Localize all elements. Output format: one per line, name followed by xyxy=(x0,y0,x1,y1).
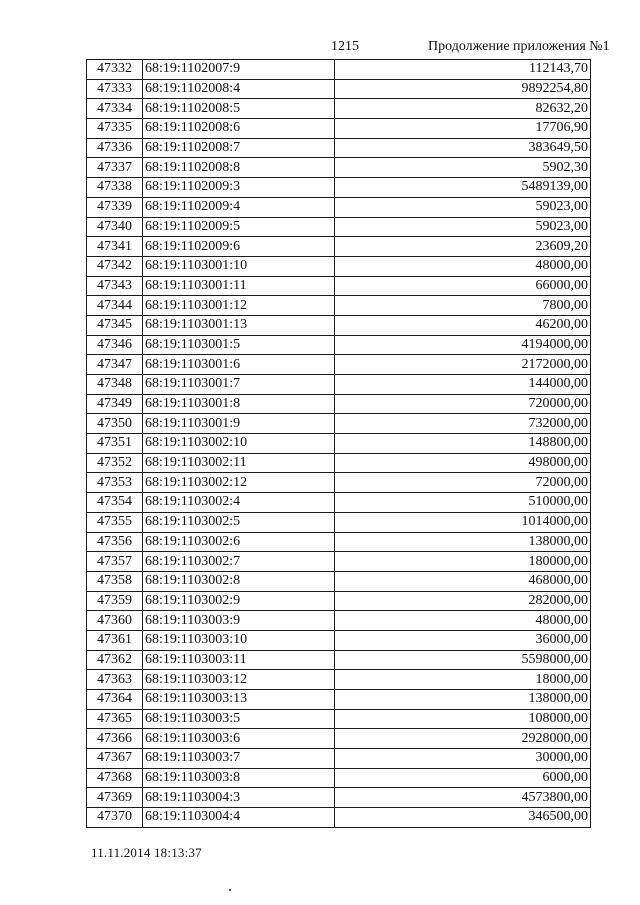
row-number-cell: 47370 xyxy=(87,808,143,828)
row-number-cell: 47358 xyxy=(87,571,143,591)
cadastral-value-cell: 498000,00 xyxy=(335,453,591,473)
table-row xyxy=(87,394,591,414)
row-number-cell: 47364 xyxy=(87,690,143,710)
cadastral-value-cell: 732000,00 xyxy=(335,414,591,434)
cadastral-number-cell: 68:19:1103001:6 xyxy=(143,355,335,375)
cadastral-value-cell: 138000,00 xyxy=(335,690,591,710)
cadastral-number-cell: 68:19:1103003:7 xyxy=(143,749,335,769)
cadastral-value-cell: 59023,00 xyxy=(335,197,591,217)
row-number-cell: 47361 xyxy=(87,630,143,650)
table-row xyxy=(87,749,591,769)
table-row xyxy=(87,473,591,493)
cadastral-value-cell: 144000,00 xyxy=(335,375,591,395)
cadastral-number-cell: 68:19:1102009:6 xyxy=(143,237,335,257)
continuation-title: Продолжение приложения №1 xyxy=(428,39,610,54)
table-row xyxy=(87,788,591,808)
row-number-cell: 47342 xyxy=(87,256,143,276)
table-row xyxy=(87,315,591,335)
row-number-cell: 47366 xyxy=(87,729,143,749)
table-row xyxy=(87,571,591,591)
table-row xyxy=(87,60,591,80)
cadastral-value-cell: 5598000,00 xyxy=(335,650,591,670)
cadastral-value-cell: 82632,20 xyxy=(335,99,591,119)
cadastral-number-cell: 68:19:1103001:13 xyxy=(143,315,335,335)
table-row xyxy=(87,335,591,355)
cadastral-value-cell: 46200,00 xyxy=(335,315,591,335)
cadastral-value-cell: 18000,00 xyxy=(335,670,591,690)
table-row xyxy=(87,512,591,532)
table-row xyxy=(87,630,591,650)
cadastral-number-cell: 68:19:1103003:11 xyxy=(143,650,335,670)
table-row xyxy=(87,355,591,375)
table-row xyxy=(87,670,591,690)
cadastral-value-cell: 282000,00 xyxy=(335,591,591,611)
row-number-cell: 47363 xyxy=(87,670,143,690)
cadastral-value-cell: 510000,00 xyxy=(335,493,591,513)
row-number-cell: 47360 xyxy=(87,611,143,631)
row-number-cell: 47368 xyxy=(87,768,143,788)
table-row xyxy=(87,808,591,828)
cadastral-value-cell: 48000,00 xyxy=(335,256,591,276)
row-number-cell: 47365 xyxy=(87,709,143,729)
cadastral-value-cell: 148800,00 xyxy=(335,434,591,454)
cadastral-value-cell: 72000,00 xyxy=(335,473,591,493)
cadastral-value-cell: 2172000,00 xyxy=(335,355,591,375)
cadastral-value-cell: 108000,00 xyxy=(335,709,591,729)
print-timestamp: 11.11.2014 18:13:37 xyxy=(91,845,202,860)
row-number-cell: 47343 xyxy=(87,276,143,296)
cadastral-number-cell: 68:19:1102008:4 xyxy=(143,79,335,99)
table-row xyxy=(87,650,591,670)
table-row xyxy=(87,434,591,454)
cadastral-value-cell: 36000,00 xyxy=(335,630,591,650)
cadastral-number-cell: 68:19:1103001:10 xyxy=(143,256,335,276)
cadastral-value-cell: 383649,50 xyxy=(335,138,591,158)
cadastral-value-table xyxy=(86,59,591,828)
cadastral-number-cell: 68:19:1103002:9 xyxy=(143,591,335,611)
cadastral-number-cell: 68:19:1103002:10 xyxy=(143,434,335,454)
table-row xyxy=(87,197,591,217)
table-row xyxy=(87,158,591,178)
cadastral-number-cell: 68:19:1103001:7 xyxy=(143,375,335,395)
cadastral-number-cell: 68:19:1103003:8 xyxy=(143,768,335,788)
row-number-cell: 47348 xyxy=(87,375,143,395)
cadastral-number-cell: 68:19:1103002:4 xyxy=(143,493,335,513)
row-number-cell: 47332 xyxy=(87,60,143,80)
table-body xyxy=(87,60,591,828)
table-row xyxy=(87,276,591,296)
row-number-cell: 47340 xyxy=(87,217,143,237)
cadastral-number-cell: 68:19:1103002:5 xyxy=(143,512,335,532)
row-number-cell: 47345 xyxy=(87,315,143,335)
table-row xyxy=(87,709,591,729)
row-number-cell: 47369 xyxy=(87,788,143,808)
cadastral-number-cell: 68:19:1102009:4 xyxy=(143,197,335,217)
cadastral-number-cell: 68:19:1102008:8 xyxy=(143,158,335,178)
table-row xyxy=(87,453,591,473)
row-number-cell: 47341 xyxy=(87,237,143,257)
row-number-cell: 47333 xyxy=(87,79,143,99)
row-number-cell: 47337 xyxy=(87,158,143,178)
cadastral-number-cell: 68:19:1103004:4 xyxy=(143,808,335,828)
cadastral-value-cell: 66000,00 xyxy=(335,276,591,296)
cadastral-number-cell: 68:19:1102009:3 xyxy=(143,178,335,198)
cadastral-number-cell: 68:19:1102009:5 xyxy=(143,217,335,237)
cadastral-number-cell: 68:19:1103001:11 xyxy=(143,276,335,296)
row-number-cell: 47335 xyxy=(87,119,143,139)
row-number-cell: 47336 xyxy=(87,138,143,158)
cadastral-value-cell: 4194000,00 xyxy=(335,335,591,355)
cadastral-value-cell: 468000,00 xyxy=(335,571,591,591)
row-number-cell: 47355 xyxy=(87,512,143,532)
row-number-cell: 47353 xyxy=(87,473,143,493)
row-number-cell: 47354 xyxy=(87,493,143,513)
table-row xyxy=(87,532,591,552)
cadastral-value-cell: 1014000,00 xyxy=(335,512,591,532)
cadastral-number-cell: 68:19:1102007:9 xyxy=(143,60,335,80)
row-number-cell: 47356 xyxy=(87,532,143,552)
cadastral-value-cell: 138000,00 xyxy=(335,532,591,552)
cadastral-number-cell: 68:19:1103002:11 xyxy=(143,453,335,473)
table-row xyxy=(87,729,591,749)
scan-speck xyxy=(229,889,231,891)
table-row xyxy=(87,768,591,788)
cadastral-number-cell: 68:19:1103002:6 xyxy=(143,532,335,552)
cadastral-value-cell: 23609,20 xyxy=(335,237,591,257)
cadastral-number-cell: 68:19:1102008:6 xyxy=(143,119,335,139)
table-row xyxy=(87,414,591,434)
cadastral-value-cell: 5489139,00 xyxy=(335,178,591,198)
cadastral-number-cell: 68:19:1103002:8 xyxy=(143,571,335,591)
row-number-cell: 47346 xyxy=(87,335,143,355)
table-row xyxy=(87,690,591,710)
cadastral-value-cell: 346500,00 xyxy=(335,808,591,828)
table-row xyxy=(87,99,591,119)
row-number-cell: 47339 xyxy=(87,197,143,217)
row-number-cell: 47357 xyxy=(87,552,143,572)
cadastral-value-cell: 2928000,00 xyxy=(335,729,591,749)
table-row xyxy=(87,256,591,276)
row-number-cell: 47367 xyxy=(87,749,143,769)
cadastral-value-cell: 720000,00 xyxy=(335,394,591,414)
table-row xyxy=(87,138,591,158)
row-number-cell: 47349 xyxy=(87,394,143,414)
table-row xyxy=(87,375,591,395)
table-row xyxy=(87,493,591,513)
table-row xyxy=(87,178,591,198)
cadastral-number-cell: 68:19:1102008:5 xyxy=(143,99,335,119)
table-row xyxy=(87,296,591,316)
cadastral-value-cell: 180000,00 xyxy=(335,552,591,572)
table-row xyxy=(87,611,591,631)
cadastral-value-cell: 5902,30 xyxy=(335,158,591,178)
cadastral-number-cell: 68:19:1103003:12 xyxy=(143,670,335,690)
cadastral-value-cell: 4573800,00 xyxy=(335,788,591,808)
cadastral-number-cell: 68:19:1103003:5 xyxy=(143,709,335,729)
cadastral-number-cell: 68:19:1102008:7 xyxy=(143,138,335,158)
cadastral-number-cell: 68:19:1103001:8 xyxy=(143,394,335,414)
table-row xyxy=(87,591,591,611)
row-number-cell: 47350 xyxy=(87,414,143,434)
table-row xyxy=(87,79,591,99)
row-number-cell: 47347 xyxy=(87,355,143,375)
cadastral-value-cell: 112143,70 xyxy=(335,60,591,80)
cadastral-value-cell: 48000,00 xyxy=(335,611,591,631)
cadastral-number-cell: 68:19:1103001:5 xyxy=(143,335,335,355)
row-number-cell: 47344 xyxy=(87,296,143,316)
row-number-cell: 47359 xyxy=(87,591,143,611)
table-row xyxy=(87,217,591,237)
cadastral-value-cell: 7800,00 xyxy=(335,296,591,316)
cadastral-number-cell: 68:19:1103002:12 xyxy=(143,473,335,493)
table-row xyxy=(87,119,591,139)
table-row xyxy=(87,552,591,572)
cadastral-number-cell: 68:19:1103003:6 xyxy=(143,729,335,749)
cadastral-value-cell: 6000,00 xyxy=(335,768,591,788)
table-row xyxy=(87,237,591,257)
cadastral-value-cell: 17706,90 xyxy=(335,119,591,139)
row-number-cell: 47334 xyxy=(87,99,143,119)
row-number-cell: 47351 xyxy=(87,434,143,454)
row-number-cell: 47362 xyxy=(87,650,143,670)
row-number-cell: 47338 xyxy=(87,178,143,198)
cadastral-number-cell: 68:19:1103001:12 xyxy=(143,296,335,316)
cadastral-number-cell: 68:19:1103003:9 xyxy=(143,611,335,631)
page-number: 1215 xyxy=(331,39,359,54)
row-number-cell: 47352 xyxy=(87,453,143,473)
cadastral-value-cell: 9892254,80 xyxy=(335,79,591,99)
cadastral-number-cell: 68:19:1103004:3 xyxy=(143,788,335,808)
cadastral-number-cell: 68:19:1103001:9 xyxy=(143,414,335,434)
cadastral-number-cell: 68:19:1103003:10 xyxy=(143,630,335,650)
cadastral-value-cell: 30000,00 xyxy=(335,749,591,769)
cadastral-number-cell: 68:19:1103002:7 xyxy=(143,552,335,572)
cadastral-value-cell: 59023,00 xyxy=(335,217,591,237)
cadastral-number-cell: 68:19:1103003:13 xyxy=(143,690,335,710)
